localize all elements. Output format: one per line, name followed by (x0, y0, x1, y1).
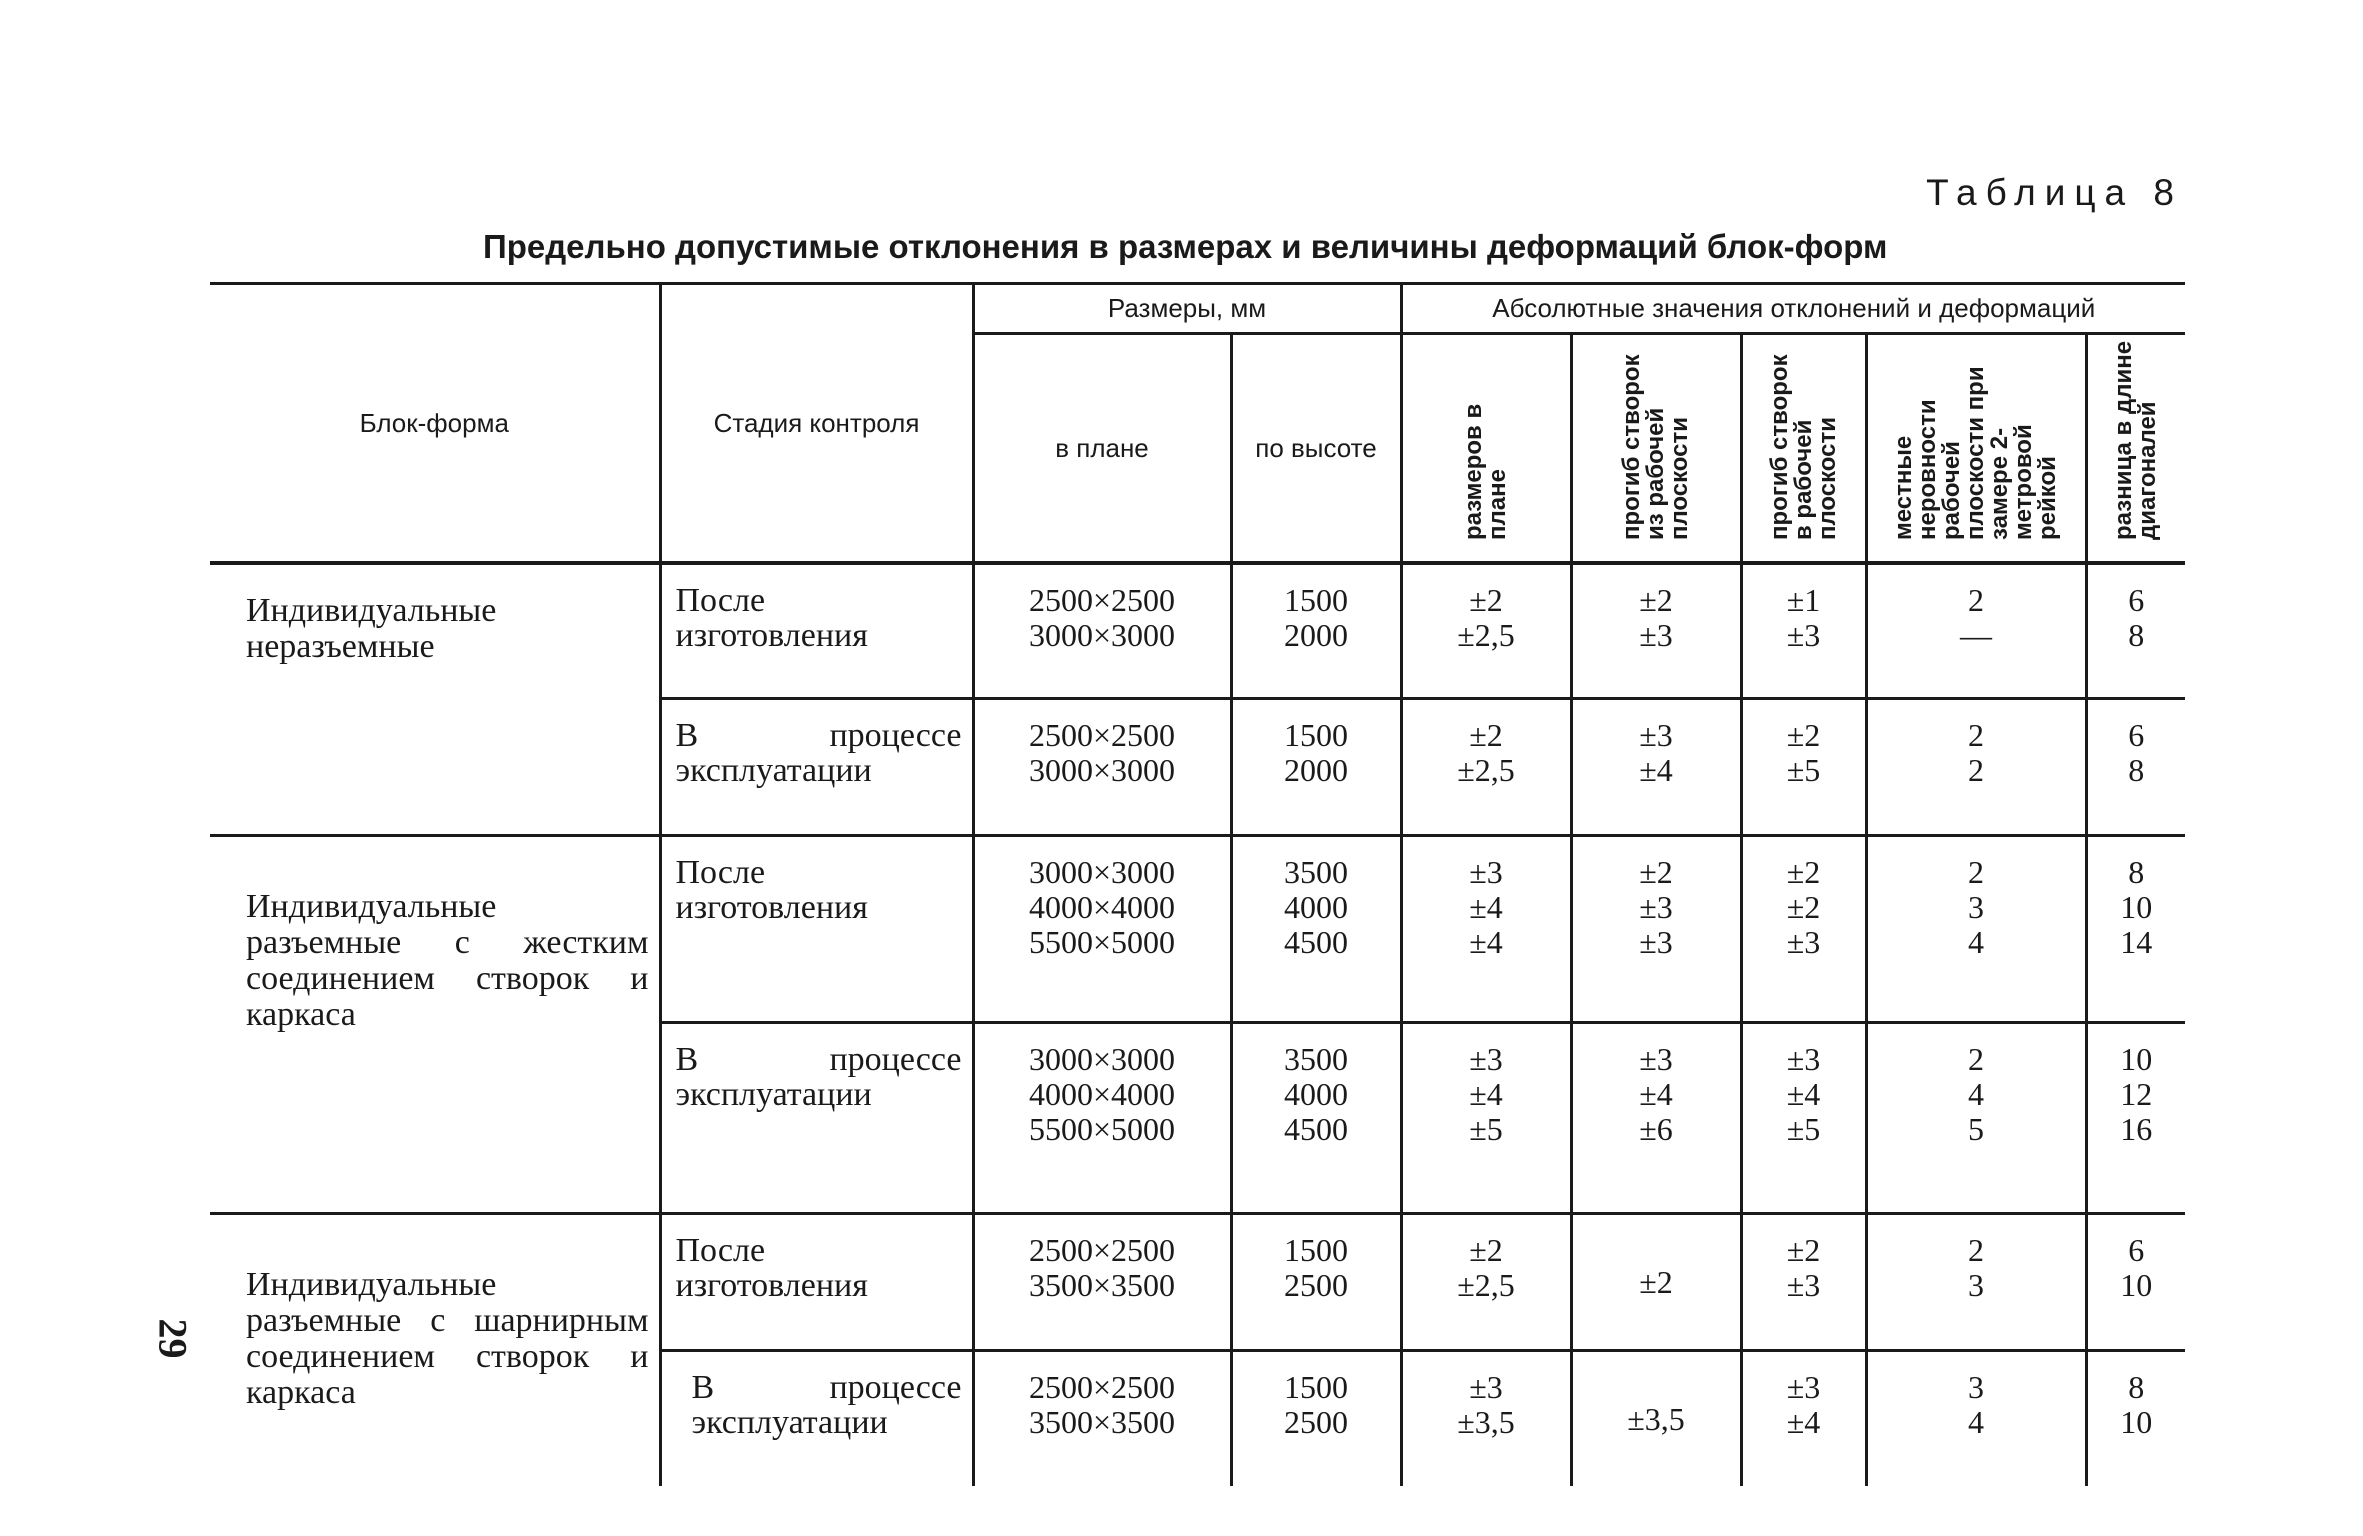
table-row (210, 563, 2185, 699)
dev-sizes-cell: ±2 ±2,5 (1401, 699, 1571, 836)
header-bend-out: прогиб створок из рабочей плоскости (1571, 334, 1741, 564)
stage-cell: После изготовления (660, 563, 973, 699)
dev-sizes-cell: ±2 ±2,5 (1401, 563, 1571, 699)
dev-sizes-cell: ±2 ±2,5 (1401, 1214, 1571, 1351)
header-dev-sizes: размеров в плане (1401, 334, 1571, 564)
header-stage: Стадия контроля (660, 284, 973, 564)
dev-sizes-cell: ±3 ±4 ±4 (1401, 836, 1571, 1023)
diag-cell: 6 8 (2086, 563, 2185, 699)
local-cell: 2 4 5 (1866, 1023, 2086, 1214)
local-cell: 2 — (1866, 563, 2086, 699)
stage-cell: После изготовления (660, 1214, 973, 1351)
group-name: Индивидуальные неразъемные (210, 563, 660, 836)
height-cell: 1500 2000 (1231, 563, 1401, 699)
local-cell: 3 4 (1866, 1351, 2086, 1487)
bend-out-cell: ±3,5 (1571, 1351, 1741, 1487)
diag-cell: 8 10 14 (2086, 836, 2185, 1023)
group-name: Индивидуальные разъемные с жестким соединением створок и каркаса (210, 836, 660, 1214)
header-sizes: Размеры, мм (973, 284, 1401, 334)
plan-size-cell: 2500×2500 3000×3000 (973, 699, 1231, 836)
bend-out-cell: ±3 ±4 ±6 (1571, 1023, 1741, 1214)
diag-cell: 6 8 (2086, 699, 2185, 836)
header-height: по высоте (1231, 334, 1401, 564)
plan-size-cell: 2500×2500 3000×3000 (973, 563, 1231, 699)
table-number: Таблица 8 (1926, 172, 2183, 213)
height-cell: 3500 4000 4500 (1231, 836, 1401, 1023)
plan-size-cell: 2500×2500 3500×3500 (973, 1351, 1231, 1487)
diag-cell: 6 10 (2086, 1214, 2185, 1351)
header-diagonal-diff: разница в длине диагоналей (2086, 334, 2185, 564)
dev-sizes-cell: ±3 ±3,5 (1401, 1351, 1571, 1487)
height-cell: 3500 4000 4500 (1231, 1023, 1401, 1214)
dev-sizes-cell: ±3 ±4 ±5 (1401, 1023, 1571, 1214)
bend-in-cell: ±2 ±3 (1741, 1214, 1866, 1351)
bend-out-cell: ±2 (1571, 1214, 1741, 1351)
header-in-plan: в плане (973, 334, 1231, 564)
table-row (210, 1214, 2185, 1351)
height-cell: 1500 2500 (1231, 1214, 1401, 1351)
plan-size-cell: 2500×2500 3500×3500 (973, 1214, 1231, 1351)
group-name: Индивидуальные разъемные с шарнирным соединением створок и каркаса (210, 1214, 660, 1487)
bend-in-cell: ±1 ±3 (1741, 563, 1866, 699)
height-cell: 1500 2000 (1231, 699, 1401, 836)
stage-cell: После изготовления (660, 836, 973, 1023)
table-row (210, 836, 2185, 1023)
bend-in-cell: ±2 ±5 (1741, 699, 1866, 836)
bend-in-cell: ±3 ±4 ±5 (1741, 1023, 1866, 1214)
local-cell: 2 2 (1866, 699, 2086, 836)
bend-in-cell: ±3 ±4 (1741, 1351, 1866, 1487)
header-local-unevenness: местные неровности рабочей плоскости при замере 2-метровой рейкой (1866, 334, 2086, 564)
diag-cell: 10 12 16 (2086, 1023, 2185, 1214)
local-cell: 2 3 (1866, 1214, 2086, 1351)
page-number: 29 (150, 1318, 196, 1359)
bend-out-cell: ±2 ±3 ±3 (1571, 836, 1741, 1023)
stage-cell: В процессе эксплуатации (660, 1351, 973, 1487)
bend-in-cell: ±2 ±2 ±3 (1741, 836, 1866, 1023)
height-cell: 1500 2500 (1231, 1351, 1401, 1487)
bend-out-cell: ±2 ±3 (1571, 563, 1741, 699)
header-absolute-values: Абсолютные значения отклонений и деформаций (1401, 284, 2185, 334)
plan-size-cell: 3000×3000 4000×4000 5500×5000 (973, 836, 1231, 1023)
deviation-table (210, 282, 2185, 1486)
header-bend-in: прогиб створок в рабочей плоскости (1741, 334, 1866, 564)
header-block-form: Блок-форма (210, 284, 660, 564)
diag-cell: 8 10 (2086, 1351, 2185, 1487)
bend-out-cell: ±3 ±4 (1571, 699, 1741, 836)
table-caption: Предельно допустимые отклонения в размерах и величины деформаций блок-форм (483, 228, 1888, 265)
plan-size-cell: 3000×3000 4000×4000 5500×5000 (973, 1023, 1231, 1214)
stage-cell: В процессе эксплуатации (660, 699, 973, 836)
stage-cell: В процессе эксплуатации (660, 1023, 973, 1214)
local-cell: 2 3 4 (1866, 836, 2086, 1023)
